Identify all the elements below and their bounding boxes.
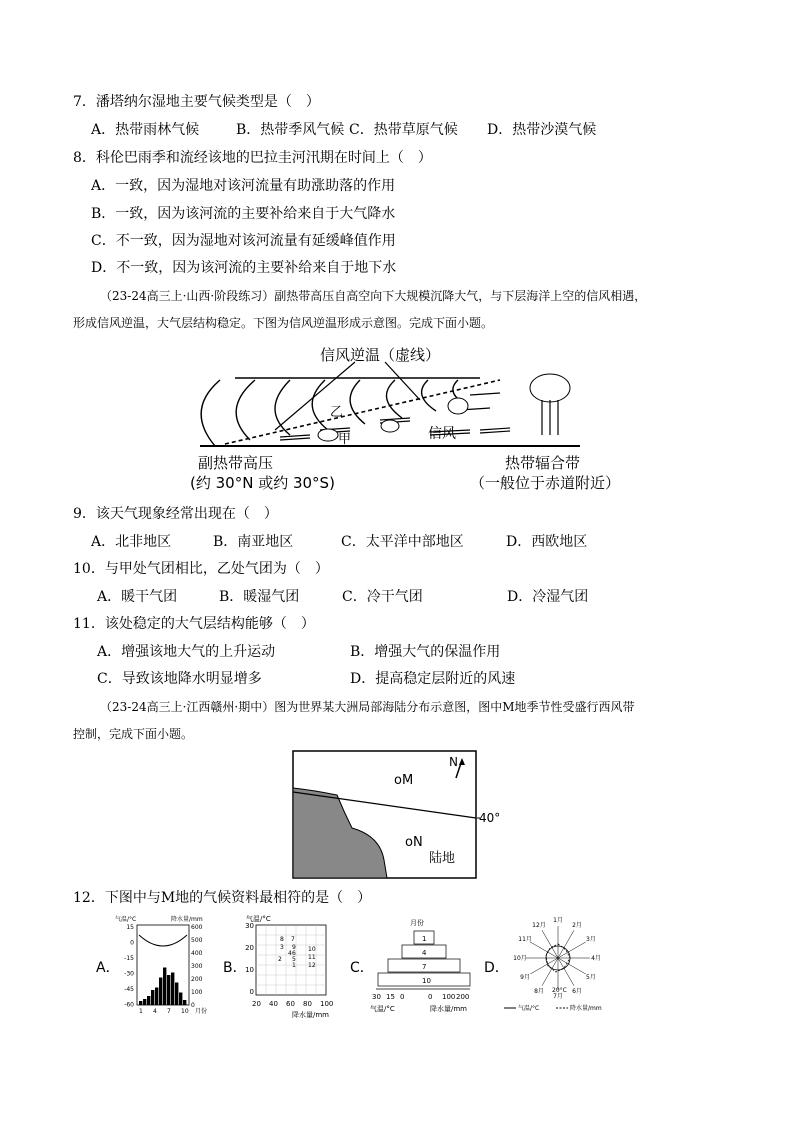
label-itcz: 热带辐合带 xyxy=(505,454,581,472)
chart-b-x-tick: 80 xyxy=(303,1000,312,1008)
chart-a-left-tick: -60 xyxy=(124,1001,134,1009)
rising-arrows xyxy=(542,400,558,435)
chart-a-bar xyxy=(151,990,154,1005)
chart-d-spoke xyxy=(558,958,574,986)
q12-option-b[interactable]: B． xyxy=(223,960,247,976)
intro1-line2: 形成信风逆温，大气层结构稳定。下图为信风逆温形成示意图。完成下面小题。 xyxy=(73,316,494,330)
chart-b-point-label: 11 xyxy=(308,954,316,961)
q10-stem: 10．与甲处气团相比，乙处气团为（ ） xyxy=(73,561,329,577)
q9-option-c[interactable]: C．太平洋中部地区 xyxy=(341,534,464,550)
label-m: oM xyxy=(394,773,414,788)
chart-d-month-label: 4月 xyxy=(591,955,601,962)
chart-c-month-label: 1 xyxy=(422,935,427,943)
chart-a-right-tick: 200 xyxy=(191,976,203,983)
q12-option-a[interactable]: A． xyxy=(96,960,120,976)
chart-b-y-tick: 0 xyxy=(249,988,254,996)
q10-option-d[interactable]: D．冷湿气团 xyxy=(507,589,589,605)
chart-d-spoke xyxy=(558,942,586,958)
chart-d-spoke xyxy=(530,958,558,974)
chart-c-left-tick: 0 xyxy=(400,993,405,1001)
chart-c-right-tick: 100 xyxy=(442,993,456,1001)
chart-c-right-tick: 200 xyxy=(456,993,470,1001)
chart-d-spoke xyxy=(530,942,558,958)
q7-stem: 7．潘塔纳尔湿地主要气候类型是（ ） xyxy=(73,94,320,110)
chart-a-x-tick: 7 xyxy=(167,1008,171,1015)
chart-a-x-tick: 月份 xyxy=(195,1008,208,1015)
chart-c-month-label: 7 xyxy=(422,963,427,971)
chart-a-bar xyxy=(147,996,150,1005)
chart-a-bar xyxy=(139,1001,142,1005)
q12-option-d[interactable]: D． xyxy=(484,960,509,976)
chart-b-x-tick: 100 xyxy=(320,1000,334,1008)
chart-d-month-label: 2月 xyxy=(572,922,582,930)
chart-a-ylabel-right: 降水量/mm xyxy=(171,916,203,923)
intro2-line2: 控制，完成下面小题。 xyxy=(73,727,194,741)
chart-b-y-tick: 20 xyxy=(245,944,254,952)
chart-a-bar xyxy=(179,993,182,1006)
chart-b-xlabel: 降水量/mm xyxy=(292,1011,329,1019)
q8-option-a[interactable]: A．一致，因为湿地对该河流量有助涨助落的作用 xyxy=(91,178,396,194)
q9-option-a[interactable]: A．北非地区 xyxy=(91,534,172,550)
chart-a-x-tick: 1 xyxy=(139,1008,143,1015)
climate-chart-d[interactable] xyxy=(500,914,620,1014)
chart-c-month-label: 4 xyxy=(422,949,427,957)
chart-b-point-label: 7 xyxy=(291,936,295,943)
climate-chart-a[interactable] xyxy=(115,913,215,1017)
label-north: N xyxy=(449,755,458,769)
chart-b-y-tick: 10 xyxy=(245,966,254,974)
chart-a-left-tick: 0 xyxy=(130,939,134,947)
chart-a-right-tick: 300 xyxy=(191,963,203,970)
label-subtropical-high: 副热带高压 xyxy=(198,454,274,472)
chart-b-point-label: 8 xyxy=(280,936,284,943)
chart-a-bar xyxy=(143,999,146,1005)
chart-b-ylabel: 气温/°C xyxy=(246,915,271,923)
chart-b-point-label: 12 xyxy=(308,962,316,969)
q9-stem: 9．该天气现象经常出现在（ ） xyxy=(73,506,278,522)
chart-a-right-tick: 500 xyxy=(191,937,203,944)
chart-a-bar xyxy=(175,983,178,1006)
intro1-line1: （23-24高三上·山西·阶段练习）副热带高压自高空向下大规模沉降大气，与下层海洋上空的信风相遇， xyxy=(100,289,647,303)
chart-c-header: 月份 xyxy=(410,919,424,927)
chart-b-point-label: 6 xyxy=(292,950,296,957)
chart-d-spoke xyxy=(558,958,586,974)
q8-option-c[interactable]: C．不一致，因为湿地对该河流量有延缓峰值作用 xyxy=(91,233,396,249)
chart-b-point-label: 2 xyxy=(278,956,282,963)
chart-a-x-tick: 10 xyxy=(181,1008,189,1015)
chart-a-bar xyxy=(163,968,166,1006)
climate-chart-c[interactable] xyxy=(366,917,476,1017)
chart-c-left-tick: 15 xyxy=(386,993,395,1001)
chart-c-right-tick: 0 xyxy=(428,993,433,1001)
chart-a-left-tick: 15 xyxy=(126,924,134,931)
chart-b-point-label: 3 xyxy=(280,944,284,951)
chart-b-x-tick: 40 xyxy=(269,1000,278,1008)
q10-option-b[interactable]: B．暖湿气团 xyxy=(219,589,300,605)
chart-c-xlabel-right: 降水量/mm xyxy=(430,1005,467,1013)
trade-wind-inversion-diagram xyxy=(180,340,621,500)
chart-a-bar xyxy=(155,988,158,1006)
chart-d-month-label: 5月 xyxy=(585,974,596,981)
chart-d-center-label: 20°C xyxy=(552,987,567,994)
chart-a-right-tick: 100 xyxy=(191,989,203,996)
chart-a-bar xyxy=(167,975,170,1005)
chart-d-month-label: 8月 xyxy=(534,987,544,995)
label-trade-wind: 信风 xyxy=(428,426,456,442)
chart-b-point-label: 1 xyxy=(292,962,296,969)
chart-b-point-label: 5 xyxy=(292,956,296,963)
chart-d-month-label: 12月 xyxy=(532,922,546,930)
intro2-line1: （23-24高三上·江西赣州·期中）图为世界某大洲局部海陆分布示意图，图中M地季节性受盛行西风带 xyxy=(100,700,635,714)
q8-stem: 8．科伦巴雨季和流经该地的巴拉圭河汛期在时间上（ ） xyxy=(73,150,432,166)
chart-a-left-tick: -45 xyxy=(124,986,134,993)
q10-option-c[interactable]: C．冷干气团 xyxy=(342,589,423,605)
wind-arrows xyxy=(280,393,510,440)
chart-d-spoke xyxy=(542,930,558,958)
q11-option-b[interactable]: B．增强大气的保温作用 xyxy=(350,644,501,660)
chart-a-bar xyxy=(159,978,162,1006)
chart-a-right-tick: 400 xyxy=(191,950,203,957)
q8-option-d[interactable]: D．不一致，因为该河流的主要补给来自于地下水 xyxy=(91,260,397,276)
chart-c-left-tick: 30 xyxy=(372,993,381,1001)
chart-c-month-label: 10 xyxy=(422,977,431,985)
chart-d-month-label: 9月 xyxy=(520,974,531,981)
chart-b-x-tick: 60 xyxy=(286,1000,295,1008)
land-sea-map xyxy=(292,750,512,880)
q9-option-b[interactable]: B．南亚地区 xyxy=(213,534,294,550)
chart-a-ylabel-left: 气温/°C xyxy=(115,916,137,923)
q11-option-d[interactable]: D．提高稳定层附近的风速 xyxy=(350,671,516,687)
q11-option-a[interactable]: A．增强该地大气的上升运动 xyxy=(97,644,276,660)
label-n: oN xyxy=(405,835,423,850)
q8-option-b[interactable]: B．一致，因为该河流的主要补给来自于大气降水 xyxy=(91,206,396,222)
chart-b-x-tick: 20 xyxy=(252,1000,261,1008)
q12-option-c[interactable]: C． xyxy=(350,960,374,976)
chart-a-bar xyxy=(171,973,174,1006)
chart-d-legend-precip: 降水量/mm xyxy=(570,1005,602,1012)
fig1-title: 信风逆温（虚线） xyxy=(320,346,441,364)
chart-a-left-tick: -30 xyxy=(124,970,134,978)
chart-b-point-label: 9 xyxy=(292,944,296,951)
climate-chart-b[interactable] xyxy=(242,913,332,1021)
chart-d-month-label: 6月 xyxy=(572,987,582,995)
chart-d-spoke xyxy=(558,930,574,958)
label-yi: 乙 xyxy=(330,405,344,420)
chart-d-month-label: 3月 xyxy=(585,936,596,943)
chart-a-right-tick: 600 xyxy=(191,924,203,931)
chart-a-left-tick: -15 xyxy=(124,955,134,962)
chart-c-xlabel-left: 气温/°C xyxy=(370,1005,395,1013)
chart-a-x-tick: 4 xyxy=(153,1008,157,1015)
label-land: 陆地 xyxy=(429,851,456,866)
label-subtropical-high-lat: (约 30°N 或约 30°S) xyxy=(190,474,335,492)
q11-stem: 11．该处稳定的大气层结构能够（ ） xyxy=(73,616,315,632)
chart-d-month-label: 11月 xyxy=(518,936,532,943)
chart-a-bar xyxy=(183,1000,186,1005)
chart-b-y-tick: 30 xyxy=(245,922,254,930)
q7-option-b[interactable]: B．热带季风气候 xyxy=(236,122,345,138)
label-lat: 40° xyxy=(479,811,501,825)
q10-option-a[interactable]: A．暖干气团 xyxy=(97,589,178,605)
label-jia: 甲 xyxy=(338,432,352,447)
chart-d-month-label: 1月 xyxy=(553,917,563,924)
chart-d-month-label: 7月 xyxy=(553,993,563,1000)
chart-a-temp-curve xyxy=(139,935,187,946)
q11-option-c[interactable]: C．导致该地降水明显增多 xyxy=(97,671,262,687)
q7-option-a[interactable]: A．热带雨林气候 xyxy=(91,122,200,138)
chart-b-point-label: 10 xyxy=(308,946,316,953)
q12-stem: 12．下图中与M地的气候资料最相符的是（ ） xyxy=(73,890,372,906)
q7-option-d[interactable]: D．热带沙漠气候 xyxy=(487,122,597,138)
chart-d-month-label: 10月 xyxy=(513,955,527,962)
chart-d-legend-temp: 气温/°C xyxy=(518,1005,540,1012)
label-itcz-lat: （一般位于赤道附近） xyxy=(470,474,621,492)
title-pointer-2 xyxy=(385,362,420,400)
q7-option-c[interactable]: C．热带草原气候 xyxy=(349,122,458,138)
chart-b-point-label: 4 xyxy=(288,950,292,957)
q9-option-d[interactable]: D．西欧地区 xyxy=(506,534,588,550)
chart-a-right-tick: 0 xyxy=(191,1002,195,1009)
